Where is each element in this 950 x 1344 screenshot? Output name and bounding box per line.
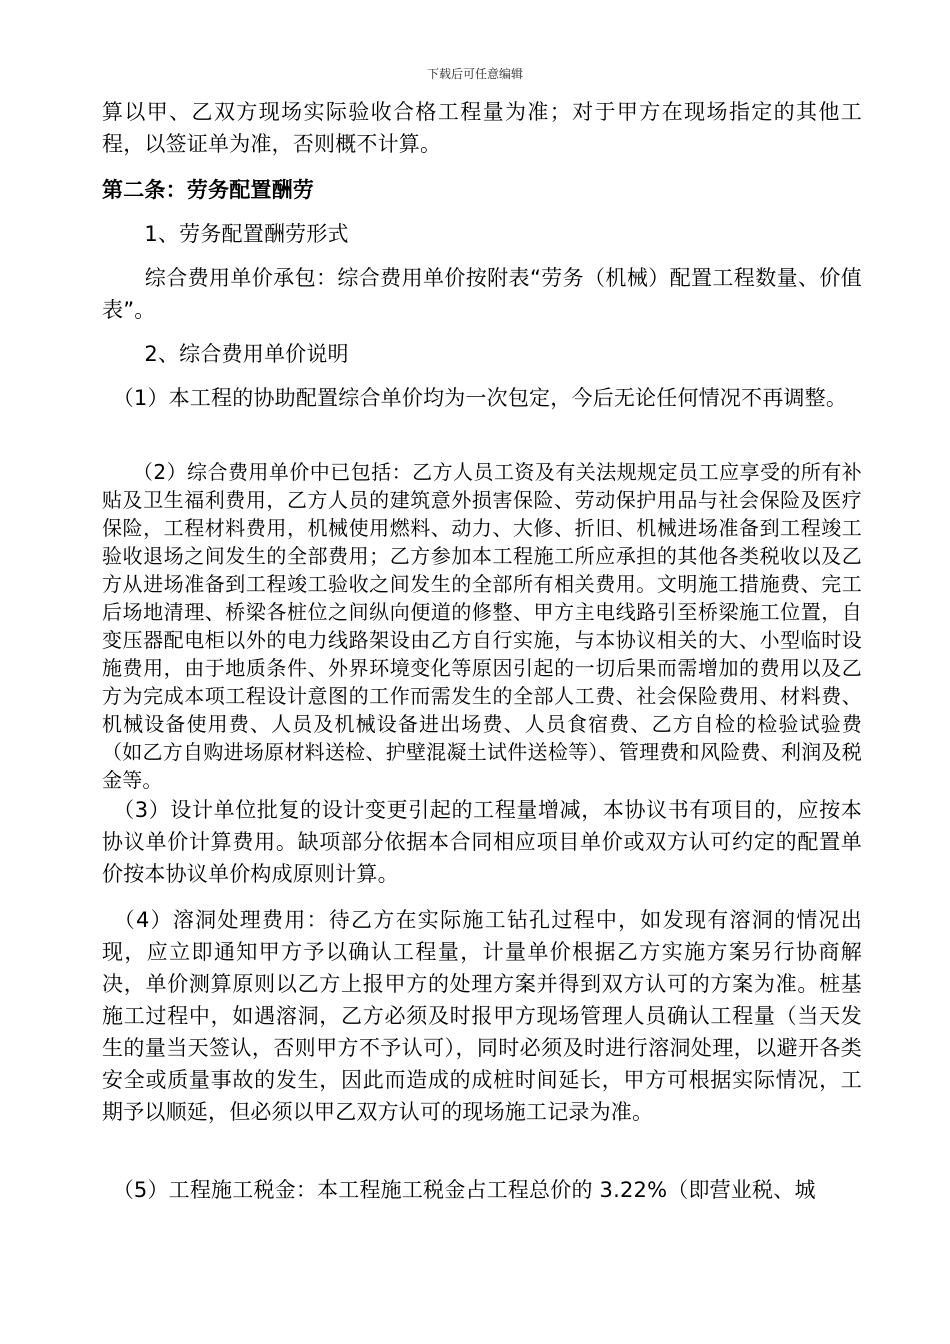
clause-3: （3）设计单位批复的设计变更引起的工程量增减，本协议书有项目的，应按本协议单价计算费用。缺项部分依据本合同相应项目单价或双方认可约定的配置单价按本协议单价构成原则计算。 xyxy=(102,798,862,886)
clause-2: （2）综合费用单价中已包括：乙方人员工资及有关法规规定员工应享受的所有补贴及卫生福利费用，乙方人员的建筑意外损害保险、劳动保护用品与社会保险及医疗保险，工程材料费用，机械使用燃料、动力、大修、折旧、机械进场准备到工程竣工验收退场之间发生的全部费用；乙方参加本工程施工所应承担的其他各类税收以及乙方从进场准备到工程竣工验收之间发生的全部所有相关费用。文明施工措施费、完工后场地清理、桥梁各桩位之间纵向便道的修整、甲方主电线路引至桥梁施工位置，自变压器配电柜以外的电力线路架设由乙方自行实施，与本协议相关的大、小型临时设施费用，由于地质条件、外界环境变化等原因引起的一切后果而需增加的费用以及乙方为完成本项工程设计意图的工作而需发生的全部人工费、社会保险费用、材料费、机械设备使用费、人员及机械设备进出场费、人员食宿费、乙方自检的检验试验费（如乙方自购进场原材料送检、护壁混凝土试件送检等）、管理费和风险费、利润及税金等。 xyxy=(102,460,862,792)
subsection-1-title: 1、劳务配置酬劳形式 xyxy=(102,222,349,246)
clause-5: （5）工程施工税金：本工程施工税金占工程总价的 3.22%（即营业税、城 xyxy=(102,1178,816,1202)
paragraph-continuation: 算以甲、乙双方现场实际验收合格工程量为准；对于甲方在现场指定的其他工程，以签证单为准，否则概不计算。 xyxy=(102,100,862,156)
page-header: 下载后可任意编辑 xyxy=(426,67,523,81)
paragraph-pricing-form: 综合费用单价承包：综合费用单价按附表“劳务（机械）配置工程数量、价值表”。 xyxy=(102,266,862,322)
clause-4: （4）溶洞处理费用：待乙方在实际施工钻孔过程中，如发现有溶洞的情况出现，应立即通知甲方予以确认工程量，计量单价根据乙方实施方案另行协商解决，单价测算原则以乙方上报甲方的处理方案并得到双方认可的方案为准。桩基施工过程中，如遇溶洞，乙方必须及时报甲方现场管理人员确认工程量（当天发生的量当天签认，否则甲方不予认可），同时必须及时进行溶洞处理，以避开各类安全或质量事故的发生，因此而造成的成桩时间延长，甲方可根据实际情况，工期予以顺延，但必须以甲乙双方认可的现场施工记录为准。 xyxy=(102,908,862,1124)
section-heading: 第二条：劳务配置酬劳 xyxy=(102,178,314,202)
clause-1: （1）本工程的协助配置综合单价均为一次包定，今后无论任何情况不再调整。 xyxy=(102,386,848,410)
subsection-2-title: 2、综合费用单价说明 xyxy=(102,342,349,366)
